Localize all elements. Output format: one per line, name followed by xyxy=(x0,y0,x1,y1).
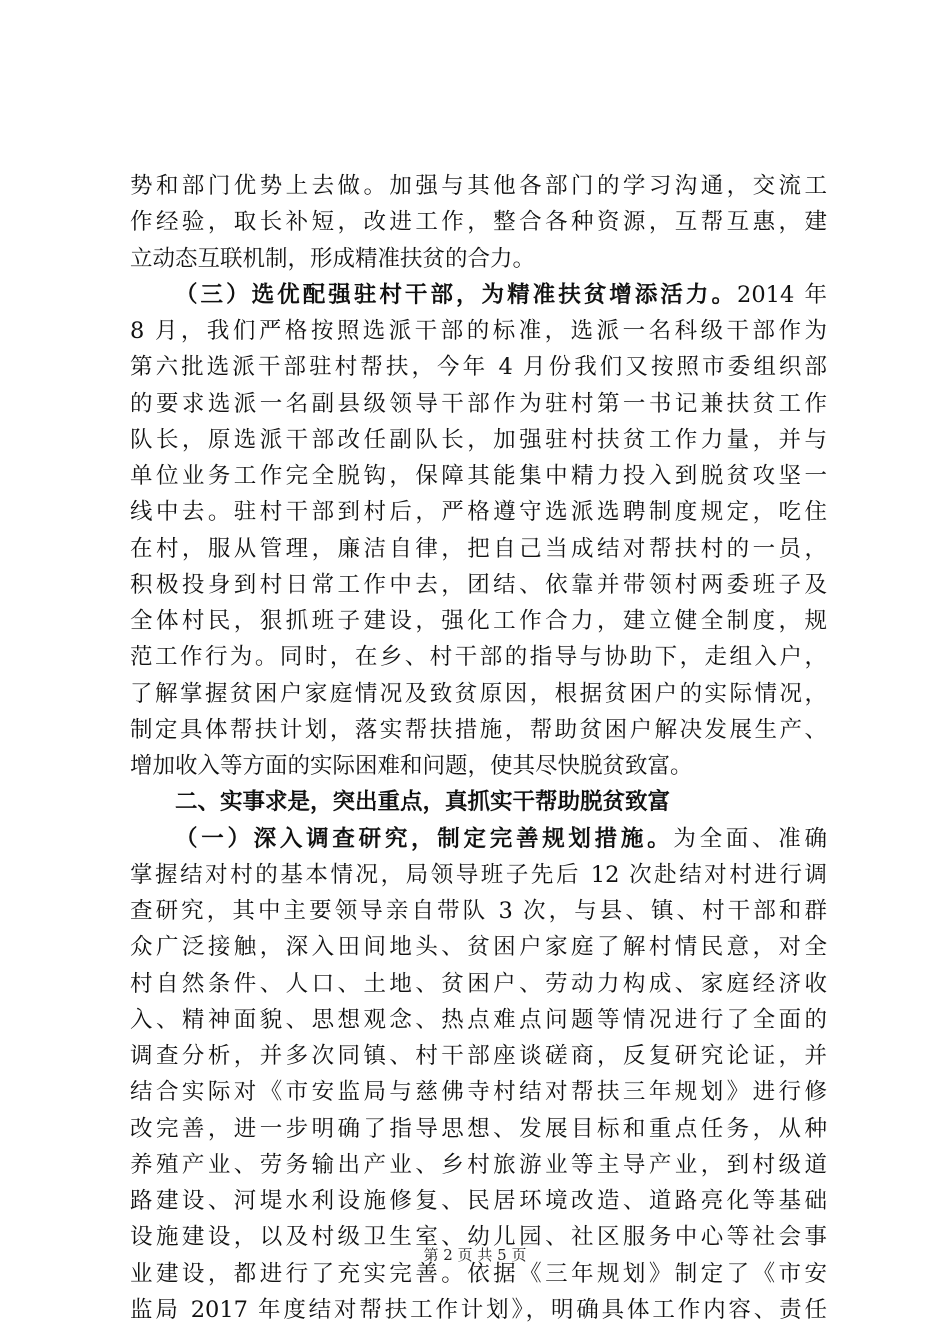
text-segment: 众广泛接触，深入田间地头、贫困户家庭了解村情民意，对全 xyxy=(130,934,827,961)
text-line xyxy=(130,1147,827,1183)
page-footer: 第 2 页 共 5 页 xyxy=(423,1246,527,1264)
text-line xyxy=(130,893,827,929)
text-segment: 线中去。驻村干部到村后，严格遵守选派选聘制度规定，吃住 xyxy=(130,499,827,526)
text-line xyxy=(130,1074,827,1110)
text-segment: 结合实际对《市安监局与慈佛寺村结对帮扶三年规划》进行修 xyxy=(130,1079,827,1106)
text-line xyxy=(130,784,827,820)
text-segment: 业建设，都进行了充实完善。依据《三年规划》制定了《市安 xyxy=(130,1260,827,1287)
text-segment: 掌握结对村的基本情况，局领导班子先后 12 次赴结对村进行调 xyxy=(130,861,827,888)
text-segment: 单位业务工作完全脱钩，保障其能集中精力投入到脱贫攻坚一 xyxy=(130,463,827,489)
text-segment: 监局 2017 年度结对帮扶工作计划》，明确具体工作内容、责任 xyxy=(130,1296,827,1323)
text-line xyxy=(130,277,827,313)
text-line xyxy=(130,1292,827,1328)
text-line xyxy=(130,494,827,530)
document-body xyxy=(130,168,827,1328)
text-line xyxy=(130,1002,827,1038)
text-segment: 积极投身到村日常工作中去，团结、依靠并带领村两委班子及 xyxy=(130,571,827,598)
text-line xyxy=(130,422,827,458)
text-line xyxy=(130,168,827,204)
text-line xyxy=(130,567,827,603)
text-segment: 路建设、河堤水利设施修复、民居环境改造、道路亮化等基础 xyxy=(130,1188,827,1214)
text-line xyxy=(130,821,827,857)
text-segment: 调查分析，并多次同镇、村干部座谈磋商，反复研究论证，并 xyxy=(130,1043,827,1069)
text-segment: 作经验，取长补短，改进工作，整合各种资源，互帮互惠，建 xyxy=(130,209,827,236)
text-line xyxy=(130,603,827,639)
text-line xyxy=(130,204,827,240)
text-segment: 全体村民，狠抓班子建设，强化工作合力，建立健全制度，规 xyxy=(130,608,827,634)
text-line xyxy=(130,748,827,784)
text-line xyxy=(130,458,827,494)
text-segment: 8 月，我们严格按照选派干部的标准，选派一名科级干部作为 xyxy=(130,318,827,344)
text-segment: 第六批选派干部驻村帮扶，今年 4 月份我们又按照市委组织部 xyxy=(130,354,827,381)
text-line xyxy=(130,1183,827,1219)
text-segment: 范工作行为。同时，在乡、村干部的指导与协助下，走组入户， xyxy=(130,644,827,671)
text-line xyxy=(130,349,827,385)
text-segment: 队长，原选派干部改任副队长，加强驻村扶贫工作力量，并与 xyxy=(130,426,827,453)
text-segment: 的要求选派一名副县级领导干部作为驻村第一书记兼扶贫工作 xyxy=(130,390,827,417)
bold-text-segment: 二、实事求是，突出重点，真抓实干帮助脱贫致富 xyxy=(175,789,671,816)
text-segment: 在村，服从管理，廉洁自律，把自己当成结对帮扶村的一员， xyxy=(130,535,827,562)
bold-text-segment: （一）深入调查研究，制定完善规划措施。 xyxy=(175,825,674,852)
text-segment: 2014 年 xyxy=(737,281,827,308)
text-line xyxy=(130,386,827,422)
text-line xyxy=(130,313,827,349)
text-segment: 入、精神面貌、思想观念、热点难点问题等情况进行了全面的 xyxy=(130,1006,827,1033)
text-line xyxy=(130,857,827,893)
text-segment: 势和部门优势上去做。加强与其他各部门的学习沟通，交流工 xyxy=(130,173,827,199)
text-segment: 制定具体帮扶计划，落实帮扶措施，帮助贫困户解决发展生产、 xyxy=(130,716,827,743)
text-line xyxy=(130,676,827,712)
text-line xyxy=(130,1038,827,1074)
text-segment: 养殖产业、劳务输出产业、乡村旅游业等主导产业，到村级道 xyxy=(130,1151,827,1178)
text-segment: 为全面、准确 xyxy=(673,825,827,852)
text-line xyxy=(130,1111,827,1147)
text-segment: 立动态互联机制，形成精准扶贫的合力。 xyxy=(130,245,536,272)
text-segment: 设施建设，以及村级卫生室、幼儿园、社区服务中心等社会事 xyxy=(130,1224,827,1251)
text-segment: 村自然条件、人口、土地、贫困户、劳动力构成、家庭经济收 xyxy=(130,970,827,997)
text-line xyxy=(130,966,827,1002)
text-line xyxy=(130,639,827,675)
text-segment: 改完善，进一步明确了指导思想、发展目标和重点任务，从种 xyxy=(130,1115,827,1142)
text-segment: 查研究，其中主要领导亲自带队 3 次，与县、镇、村干部和群 xyxy=(130,898,827,924)
text-line xyxy=(130,929,827,965)
text-line xyxy=(130,712,827,748)
text-segment: 了解掌握贫困户家庭情况及致贫原因，根据贫困户的实际情况， xyxy=(130,680,827,707)
text-line xyxy=(130,531,827,567)
bold-text-segment: （三）选优配强驻村干部，为精准扶贫增添活力。 xyxy=(175,281,738,308)
text-line xyxy=(130,241,827,277)
text-segment: 增加收入等方面的实际困难和问题，使其尽快脱贫致富。 xyxy=(130,753,693,779)
